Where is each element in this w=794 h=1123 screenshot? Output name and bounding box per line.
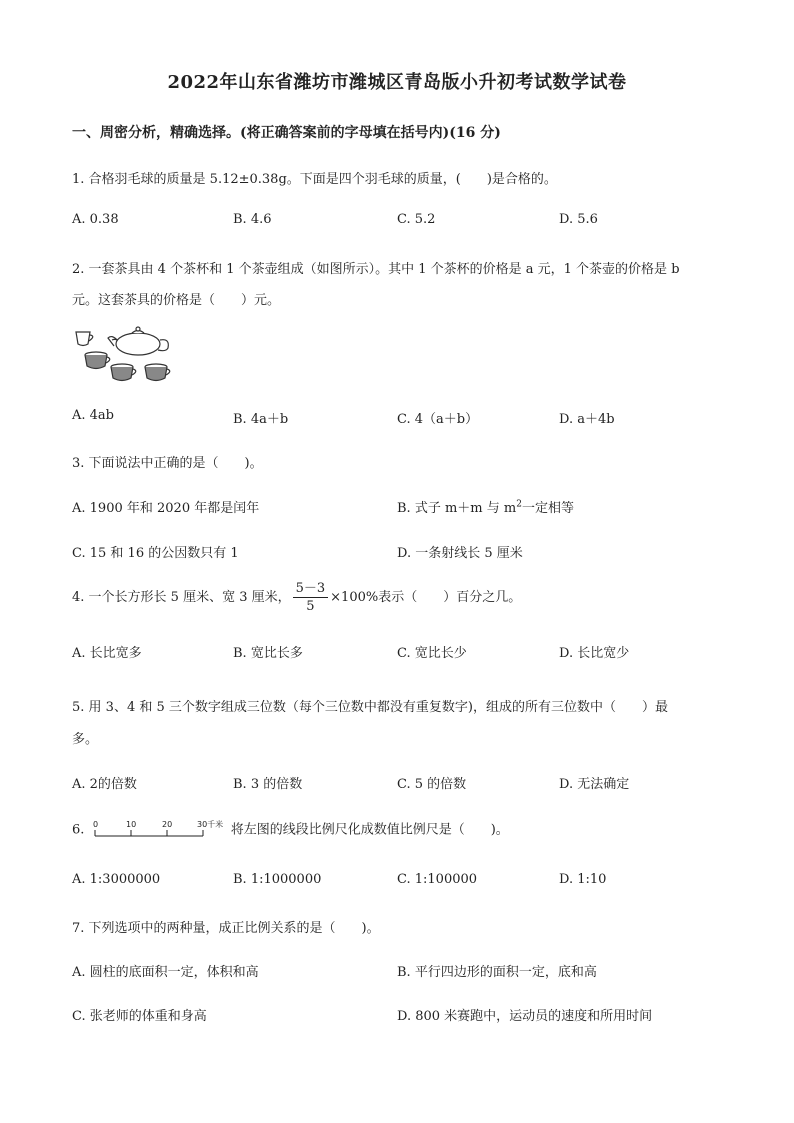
q4-option-d: D. 长比宽少 — [559, 646, 630, 661]
q1-option-c: C. 5.2 — [397, 212, 436, 227]
q3-option-d: D. 一条射线长 5 厘米 — [397, 546, 523, 561]
q2-option-a: A. 4ab — [72, 408, 114, 423]
teacup-icon — [111, 364, 136, 381]
q4-option-b: B. 宽比长多 — [233, 646, 303, 661]
question-2-line-1: 2. 一套茶具由 4 个茶杯和 1 个茶壶组成（如图所示）。其中 1 个茶杯的价格是 a 元，1 个茶壶的价格是 b — [72, 262, 680, 277]
teacup-icon — [145, 364, 170, 381]
q5-option-b: B. 3 的倍数 — [233, 777, 303, 792]
q5-option-a: A. 2的倍数 — [72, 777, 137, 792]
q1-option-d: D. 5.6 — [559, 212, 598, 227]
q6-option-a: A. 1:3000000 — [72, 872, 161, 887]
fraction: $\frac{5-3}{5}$ — [293, 580, 329, 615]
q6-option-c: C. 1:100000 — [397, 872, 478, 887]
question-5-line-2: 多。 — [72, 732, 99, 747]
teapot-icon — [108, 327, 168, 355]
q7-option-d: D. 800 米赛跑中，运动员的速度和所用时间 — [397, 1009, 653, 1024]
q4-option-c: C. 宽比长少 — [397, 646, 467, 661]
scale-tick-label: 20 — [161, 820, 172, 829]
q3-option-b: B. 式子 m＋m 与 $m^2$一定相等 — [397, 499, 574, 516]
page-title: 2022年山东省潍坊市潍城区青岛版小升初考试数学试卷 — [167, 72, 627, 93]
teacup-icon — [85, 352, 110, 369]
section-heading: 一、周密分析，精确选择。(将正确答案前的字母填在括号内)(16 分) — [72, 125, 501, 141]
q1-option-b: B. 4.6 — [233, 212, 272, 227]
question-7: 7. 下列选项中的两种量，成正比例关系的是（ )。 — [72, 921, 380, 936]
q4-option-a: A. 长比宽多 — [72, 646, 142, 661]
question-3: 3. 下面说法中正确的是（ )。 — [72, 456, 263, 471]
scale-tick-label: 30千米 — [196, 820, 223, 829]
q2-option-b: B. 4a＋b — [233, 412, 289, 427]
q7-option-c: C. 张老师的体重和身高 — [72, 1009, 207, 1024]
q2-option-d: D. a＋4b — [559, 412, 615, 427]
q3-option-a: A. 1900 年和 2020 年都是闰年 — [72, 501, 260, 516]
q7-option-a: A. 圆柱的底面积一定，体积和高 — [72, 965, 259, 980]
teaset-illustration — [72, 324, 176, 386]
q7-option-b: B. 平行四边形的面积一定，底和高 — [397, 965, 597, 980]
scale-tick-label: 10 — [125, 820, 136, 829]
q2-option-c: C. 4（a＋b） — [397, 412, 479, 427]
question-4: 4. 一个长方形长 5 厘米、宽 3 厘米， $\frac{5-3}{5}$ ×100%表示（ ）百分之几。 — [72, 581, 522, 614]
question-6: 6. 0 10 20 30千米 将左图的线段比例尺化成数值比例尺是（ )。 — [72, 818, 509, 842]
scale-tick-label: 0 — [92, 820, 98, 829]
q3-option-c: C. 15 和 16 的公因数只有 1 — [72, 546, 239, 561]
question-5-line-1: 5. 用 3、4 和 5 三个数字组成三位数（每个三位数中都没有重复数字)，组成的所有三位数中（ ）最 — [72, 700, 668, 715]
question-2-line-2: 元。这套茶具的价格是（ ）元。 — [72, 293, 281, 308]
teacup-icon — [76, 332, 93, 346]
q6-option-b: B. 1:1000000 — [233, 872, 322, 887]
question-1: 1. 合格羽毛球的质量是 5.12±0.38g。下面是四个羽毛球的质量，( )是合格的。 — [72, 172, 557, 187]
q5-option-d: D. 无法确定 — [559, 777, 630, 792]
q1-option-a: A. 0.38 — [72, 212, 119, 227]
q5-option-c: C. 5 的倍数 — [397, 777, 467, 792]
q6-option-d: D. 1:10 — [559, 872, 607, 887]
line-scale-figure — [89, 818, 227, 842]
